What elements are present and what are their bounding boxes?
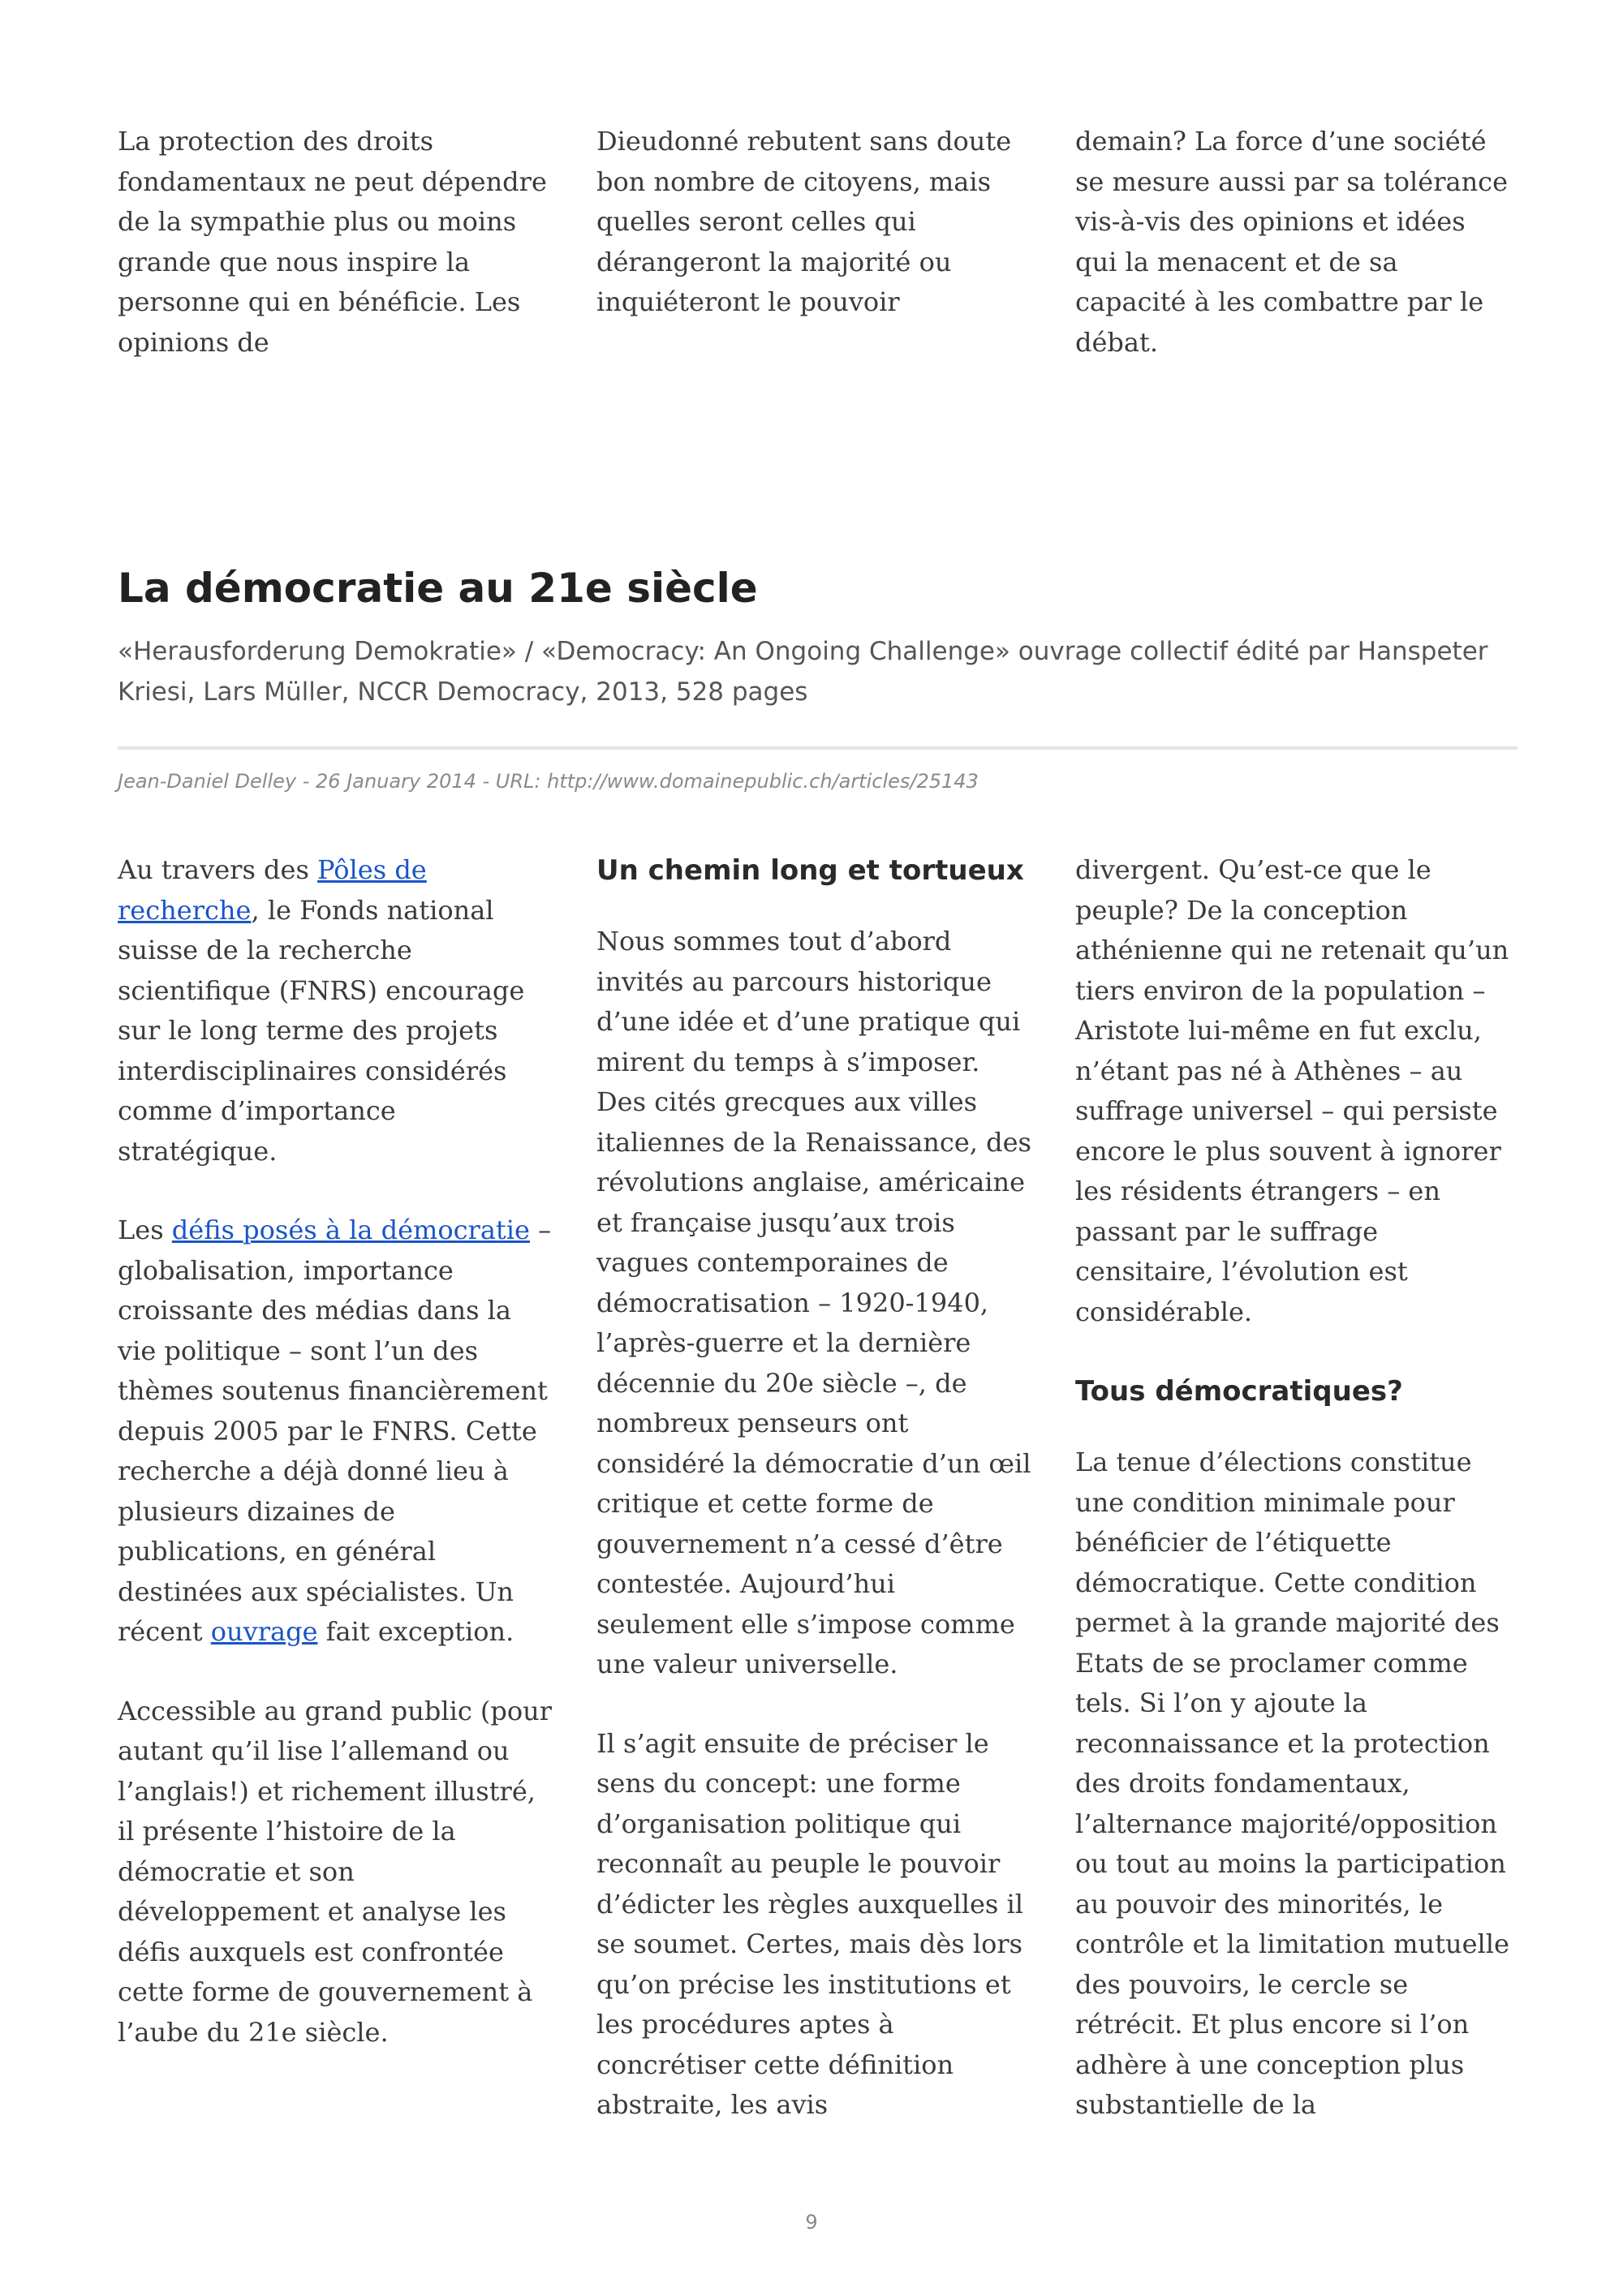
article-title: La démocratie au 21e siècle (118, 565, 758, 612)
col1-paragraph-3: Accessible au grand public (pour autant qu’il lise l’allemand ou l’anglais!) et richement illustré, il présente l’histoire de la démocratie et son développement et analyse les défis auxquels est confrontée cette forme de gouvernement à l’aube du 21e siècle. (118, 1695, 553, 2048)
article-subtitle: «Herausforderung Demokratie» / «Democracy: An Ongoing Challenge» ouvrage collectif édité par Hanspeter Kriesi, Lars Müller, NCCR Democracy, 2013, 528 pages (118, 637, 1488, 707)
col1-p2-text-middle: – globalisation, importance croissante des médias dans la vie politique – sont l’un des thèmes soutenus financièrement depuis 2005 par le FNRS. Cette recherche a déjà donné lieu à plusieurs dizaines de publications, en général destinées aux spécialistes. Un récent (118, 1215, 552, 1647)
poles-de-recherche-link[interactable]: Pôles de recherche (118, 854, 427, 926)
defis-democratie-link[interactable]: défis posés à la démocratie (171, 1215, 530, 1245)
body-column-3 (1075, 850, 1513, 2165)
col3-paragraph-2: La tenue d’élections constitue une condition minimale pour bénéficier de l’étiquette démocratique. Cette condition permet à la grande majorité des Etats de se proclamer comme tels. Si l’on y ajoute la reconnaissance et la protection des droits fondamentaux, l’alternance majorité/opposition ou tout au moins la participation au pouvoir des minorités, le contrôle et la limitation mutuelle des pouvoirs, le cercle se rétrécit. Et plus encore si l’on adhère à une conception plus substantielle de la (1075, 1447, 1509, 2120)
top-column-3 (1075, 122, 1513, 363)
body-column-2 (596, 850, 1035, 2165)
col1-p2-text-after: fait exception. (317, 1616, 514, 1647)
previous-article-continuation (118, 122, 1513, 363)
article-header (118, 560, 1518, 712)
ouvrage-link[interactable]: ouvrage (210, 1616, 318, 1647)
top-column-2 (596, 122, 1035, 363)
top-paragraph-1: La protection des droits fondamentaux ne peut dépendre de la sympathie plus ou moins grande que nous inspire la personne qui en bénéficie. Les opinions de (118, 126, 547, 358)
body-column-1 (118, 850, 556, 2165)
page-number: 9 (805, 2211, 818, 2234)
col2-paragraph-1: Nous sommes tout d’abord invités au parcours historique d’une idée et d’une pratique qui mirent du temps à s’imposer. Des cités grecques aux villes italiennes de la Renaissance, des révolutions anglaise, américaine et française jusqu’aux trois vagues contemporaines de démocratisation – 1920-1940, l’après-guerre et la dernière décennie du 20e siècle –, de nombreux penseurs ont considéré la démocratie d’un œil critique et cette forme de gouvernement n’a cessé d’être contestée. Aujourd’hui seulement elle s’impose comme une valeur universelle. (596, 926, 1031, 1679)
col1-p1-text-before: Au travers des (118, 854, 318, 885)
section-heading-democratiques: Tous démocratiques? (1075, 1375, 1403, 1408)
col1-paragraph-2 (118, 1210, 556, 1653)
col3-paragraph-1: divergent. Qu’est-ce que le peuple? De la conception athénienne qui ne retenait qu’un tiers environ de la population – Aristote lui-même en fut exclu, n’étant pas né à Athènes – au suffrage universel – qui persiste encore le plus souvent à ignorer les résidents étrangers – en passant par le suffrage censitaire, l’évolution est considérable. (1075, 854, 1509, 1327)
top-paragraph-2: Dieudonné rebutent sans doute bon nombre de citoyens, mais quelles seront celles qui dérangeront la majorité ou inquiéteront le pouvoir (596, 126, 1012, 317)
col1-p2-text-before: Les (118, 1215, 172, 1245)
article-byline: Jean-Daniel Delley - 26 January 2014 - URL: http://www.domainepublic.ch/articles/25143 (118, 770, 979, 793)
top-column-1 (118, 122, 556, 363)
col1-p1-text-after: , le Fonds national suisse de la recherche scientifique (FNRS) encourage sur le long terme des projets interdisciplinaires considérés comme d’importance stratégique. (118, 894, 525, 1167)
section-heading-chemin: Un chemin long et tortueux (596, 854, 1024, 887)
header-divider (118, 746, 1518, 750)
top-paragraph-3: demain? La force d’une société se mesure aussi par sa tolérance vis-à-vis des opinions et idées qui la menacent et de sa capacité à les combattre par le débat. (1075, 126, 1509, 358)
col1-paragraph-1 (118, 850, 556, 1172)
article-body (118, 850, 1513, 2165)
col2-paragraph-2: Il s’agit ensuite de préciser le sens du concept: une forme d’organisation politique qui reconnaît au peuple le pouvoir d’édicter les règles auxquelles il se soumet. Certes, mais dès lors qu’on précise les institutions et les procédures aptes à concrétiser cette définition abstraite, les avis (596, 1727, 1023, 2120)
